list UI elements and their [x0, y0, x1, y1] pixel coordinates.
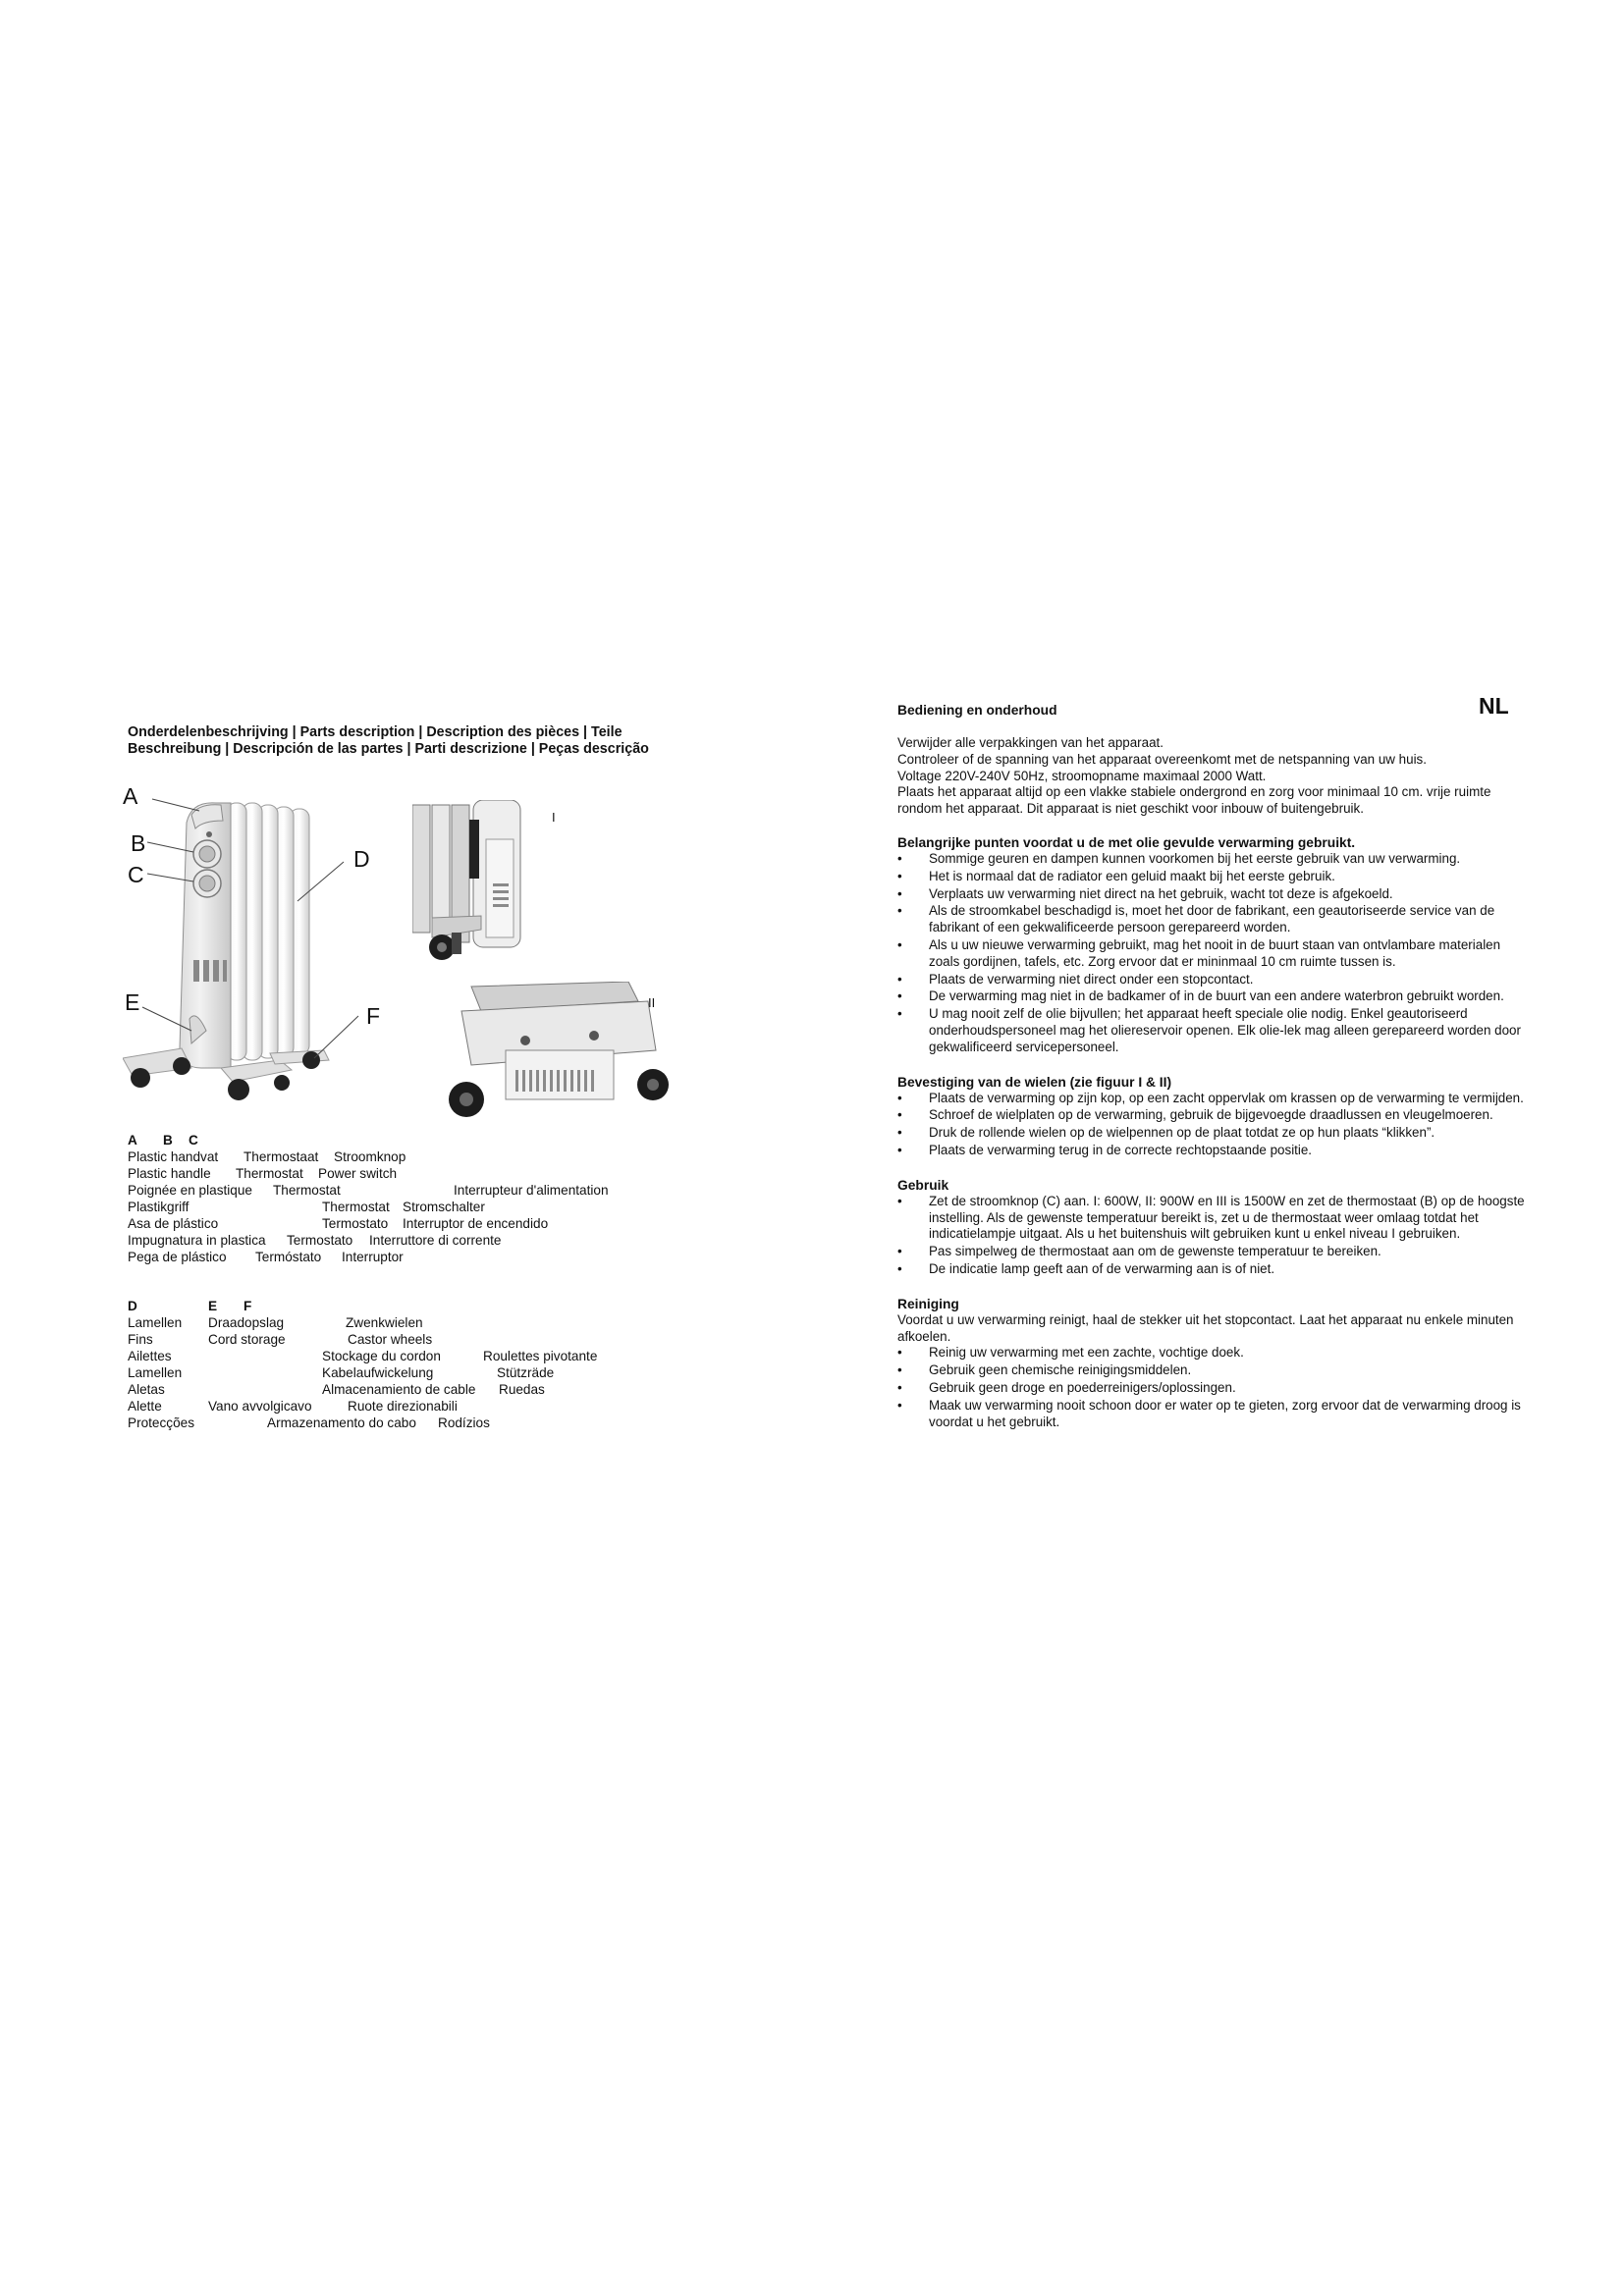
parts-cell: Protecções — [128, 1415, 195, 1430]
parts-cell: Ruedas — [499, 1382, 545, 1397]
parts-cell: Kabelaufwickelung — [322, 1365, 434, 1380]
parts-cell: Pega de plástico — [128, 1250, 227, 1264]
manual-section — [897, 693, 1526, 1431]
list-item: • Pas simpelweg de thermostaat aan om de gewenste temperatuur te bereiken. — [897, 1244, 1526, 1260]
section-title: Bediening en onderhoud — [897, 703, 1057, 718]
parts-cell: Interruptor de encendido — [403, 1216, 549, 1231]
list-item: • Gebruik geen chemische reinigingsmiddelen. — [897, 1362, 1526, 1379]
parts-cell: Stroomknop — [334, 1149, 406, 1164]
figure-roman-one: I — [552, 810, 556, 825]
list-item: • Als de stroomkabel beschadigd is, moet het door de fabrikant, een geautoriseerde service van de fabrikant of een gekwalificeerde persoon gerepareerd worden. — [897, 903, 1526, 936]
intro-line: Voltage 220V-240V 50Hz, stroomopname maximaal 2000 Watt. — [897, 768, 1267, 783]
cleaning-list — [897, 1345, 1526, 1430]
parts-cell: Termóstato — [255, 1250, 322, 1264]
figure-letter-c: C — [128, 862, 144, 887]
parts-cell: Termostato — [287, 1233, 353, 1248]
parts-cell: Roulettes pivotante — [483, 1349, 598, 1363]
list-item: • De indicatie lamp geeft aan of de verwarming aan is of niet. — [897, 1261, 1526, 1278]
list-item: • Plaats de verwarming terug in de correcte rechtopstaande positie. — [897, 1143, 1526, 1159]
parts-header-e: E — [208, 1299, 218, 1313]
parts-cell: Stromschalter — [403, 1200, 485, 1214]
parts-cell: Lamellen — [128, 1315, 183, 1330]
list-item: • Schroef de wielplaten op de verwarming, gebruik de bijgevoegde draadlussen en vleugelmoeren. — [897, 1107, 1526, 1124]
list-item: • Plaats de verwarming niet direct onder een stopcontact. — [897, 972, 1526, 988]
parts-cell: Thermostaat — [244, 1149, 319, 1164]
parts-cell: Asa de plástico — [128, 1216, 219, 1231]
parts-cell: Armazenamento do cabo — [267, 1415, 416, 1430]
parts-cell: Poignée en plastique — [128, 1183, 252, 1198]
heater-illustration — [123, 774, 393, 1112]
parts-header-d: D — [128, 1299, 137, 1313]
parts-cell: Aletas — [128, 1382, 165, 1397]
parts-cell: Thermostat — [236, 1166, 303, 1181]
parts-header-a: A — [128, 1133, 137, 1148]
parts-cell: Cord storage — [208, 1332, 286, 1347]
important-heading: Belangrijke punten voordat u de met olie gevulde verwarming gebruikt. — [897, 834, 1356, 850]
parts-header-b: B — [163, 1133, 173, 1148]
list-item: • U mag nooit zelf de olie bijvullen; het apparaat heeft speciale olie nodig. Enkel geautoriseerd onderhoudspersoneel mag het oliereservoir openen. Elk olie-lek mag alleen gerepareerd worden door gekwalificeerd servicepersoneel. — [897, 1006, 1526, 1055]
parts-cell: Draadopslag — [208, 1315, 285, 1330]
parts-cell: Interruptor — [342, 1250, 404, 1264]
parts-cell: Interrupteur d'alimentation — [454, 1183, 609, 1198]
figure-letter-e: E — [125, 989, 140, 1015]
figure-letter-f: F — [366, 1003, 381, 1029]
usage-heading: Gebruik — [897, 1177, 949, 1193]
parts-cell: Thermostat — [322, 1200, 390, 1214]
parts-cell: Castor wheels — [348, 1332, 433, 1347]
figure-letter-a: A — [123, 783, 138, 809]
intro-line: Plaats het apparaat altijd op een vlakke stabiele ondergrond en zorg voor minimaal 10 cm. vrije ruimte rondom het apparaat. Dit apparaat is niet geschikt voor inbouw of buitengebruik. — [897, 784, 1491, 817]
list-item: • Zet de stroomknop (C) aan. I: 600W, II: 900W en III is 1500W en zet de thermostaat (B) op de hoogste instelling. Als de gewenste temperatuur bereikt is, zet u de thermostaat weer omlaag totdat het indicatielampje uitgaat. Als u het buitenshuis wilt gebruiken kunt u enkel niveau I gebruiken. — [897, 1194, 1526, 1243]
parts-cell: Plastikgriff — [128, 1200, 189, 1214]
parts-cell: Vano avvolgicavo — [208, 1399, 312, 1414]
list-item: • Sommige geuren en dampen kunnen voorkomen bij het eerste gebruik van uw verwarming. — [897, 851, 1526, 868]
figure-letter-b: B — [131, 830, 146, 856]
list-item: • De verwarming mag niet in de badkamer of in de buurt van een andere waterbron gebruikt worden. — [897, 988, 1526, 1005]
figure-letter-d: D — [353, 846, 370, 872]
parts-cell: Impugnatura in plastica — [128, 1233, 266, 1248]
parts-title-line-1: Onderdelenbeschrijving | Parts description | Description des pièces | Teile — [128, 724, 623, 740]
list-item: • Maak uw verwarming nooit schoon door er water op te gieten, zorg ervoor dat de verwarming droog is voordat u het gebruikt. — [897, 1398, 1526, 1431]
heater-figure — [123, 774, 393, 1112]
figure-one — [412, 800, 560, 977]
list-item: • Verplaats uw verwarming niet direct na het gebruik, wacht tot deze is afgekoeld. — [897, 886, 1526, 903]
list-item: • Gebruik geen droge en poederreinigers/oplossingen. — [897, 1380, 1526, 1397]
figure-two — [432, 982, 677, 1129]
list-item: • Druk de rollende wielen op de wielpennen op de plaat totdat ze op hun plaats “klikken”. — [897, 1125, 1526, 1142]
parts-cell: Power switch — [318, 1166, 398, 1181]
parts-title-line-2: Beschreibung | Descripción de las partes | Parti descrizione | Peças descrição — [128, 740, 649, 757]
parts-cell: Ruote direzionabili — [348, 1399, 458, 1414]
parts-cell: Interruttore di corrente — [369, 1233, 502, 1248]
parts-cell: Fins — [128, 1332, 153, 1347]
usage-list — [897, 1194, 1526, 1278]
important-list — [897, 851, 1526, 1056]
language-code: NL — [1479, 693, 1509, 719]
intro-line: Verwijder alle verpakkingen van het apparaat. — [897, 735, 1164, 750]
parts-cell: Alette — [128, 1399, 162, 1414]
intro-line: Controleer of de spanning van het apparaat overeenkomt met de netspanning van uw huis. — [897, 751, 1427, 767]
wheels-heading: Bevestiging van de wielen (zie figuur I & II) — [897, 1074, 1172, 1090]
parts-cell: Plastic handle — [128, 1166, 211, 1181]
parts-cell: Stützräde — [497, 1365, 555, 1380]
parts-cell: Termostato — [322, 1216, 389, 1231]
list-item: • Reinig uw verwarming met een zachte, vochtige doek. — [897, 1345, 1526, 1362]
cleaning-heading: Reiniging — [897, 1296, 959, 1311]
parts-cell: Almacenamiento de cable — [322, 1382, 476, 1397]
parts-cell: Zwenkwielen — [346, 1315, 423, 1330]
parts-cell: Stockage du cordon — [322, 1349, 441, 1363]
cleaning-intro: Voordat u uw verwarming reinigt, haal de stekker uit het stopcontact. Laat het apparaat nu enkele minuten afkoelen. — [897, 1311, 1514, 1344]
parts-header-c: C — [189, 1133, 198, 1148]
list-item: • Het is normaal dat de radiator een geluid maakt bij het eerste gebruik. — [897, 869, 1526, 885]
wheel-bracket-illustration — [412, 800, 560, 977]
parts-cell: Rodízios — [438, 1415, 490, 1430]
parts-cell: Plastic handvat — [128, 1149, 219, 1164]
list-item: • Plaats de verwarming op zijn kop, op een zacht oppervlak om krassen op de verwarming te vermijden. — [897, 1091, 1526, 1107]
parts-cell: Ailettes — [128, 1349, 172, 1363]
wheels-list — [897, 1091, 1526, 1159]
figure-roman-two: II — [648, 995, 656, 1010]
parts-title — [128, 724, 649, 757]
wheel-mount-illustration — [432, 982, 677, 1129]
parts-cell: Lamellen — [128, 1365, 183, 1380]
list-item: • Als u uw nieuwe verwarming gebruikt, mag het nooit in de buurt staan van ontvlambare materialen zoals gordijnen, tafels, etc. Zorg ervoor dat er mininmaal 10 cm ruimte tussen is. — [897, 937, 1526, 971]
parts-cell: Thermostat — [273, 1183, 341, 1198]
parts-header-f: F — [244, 1299, 252, 1313]
